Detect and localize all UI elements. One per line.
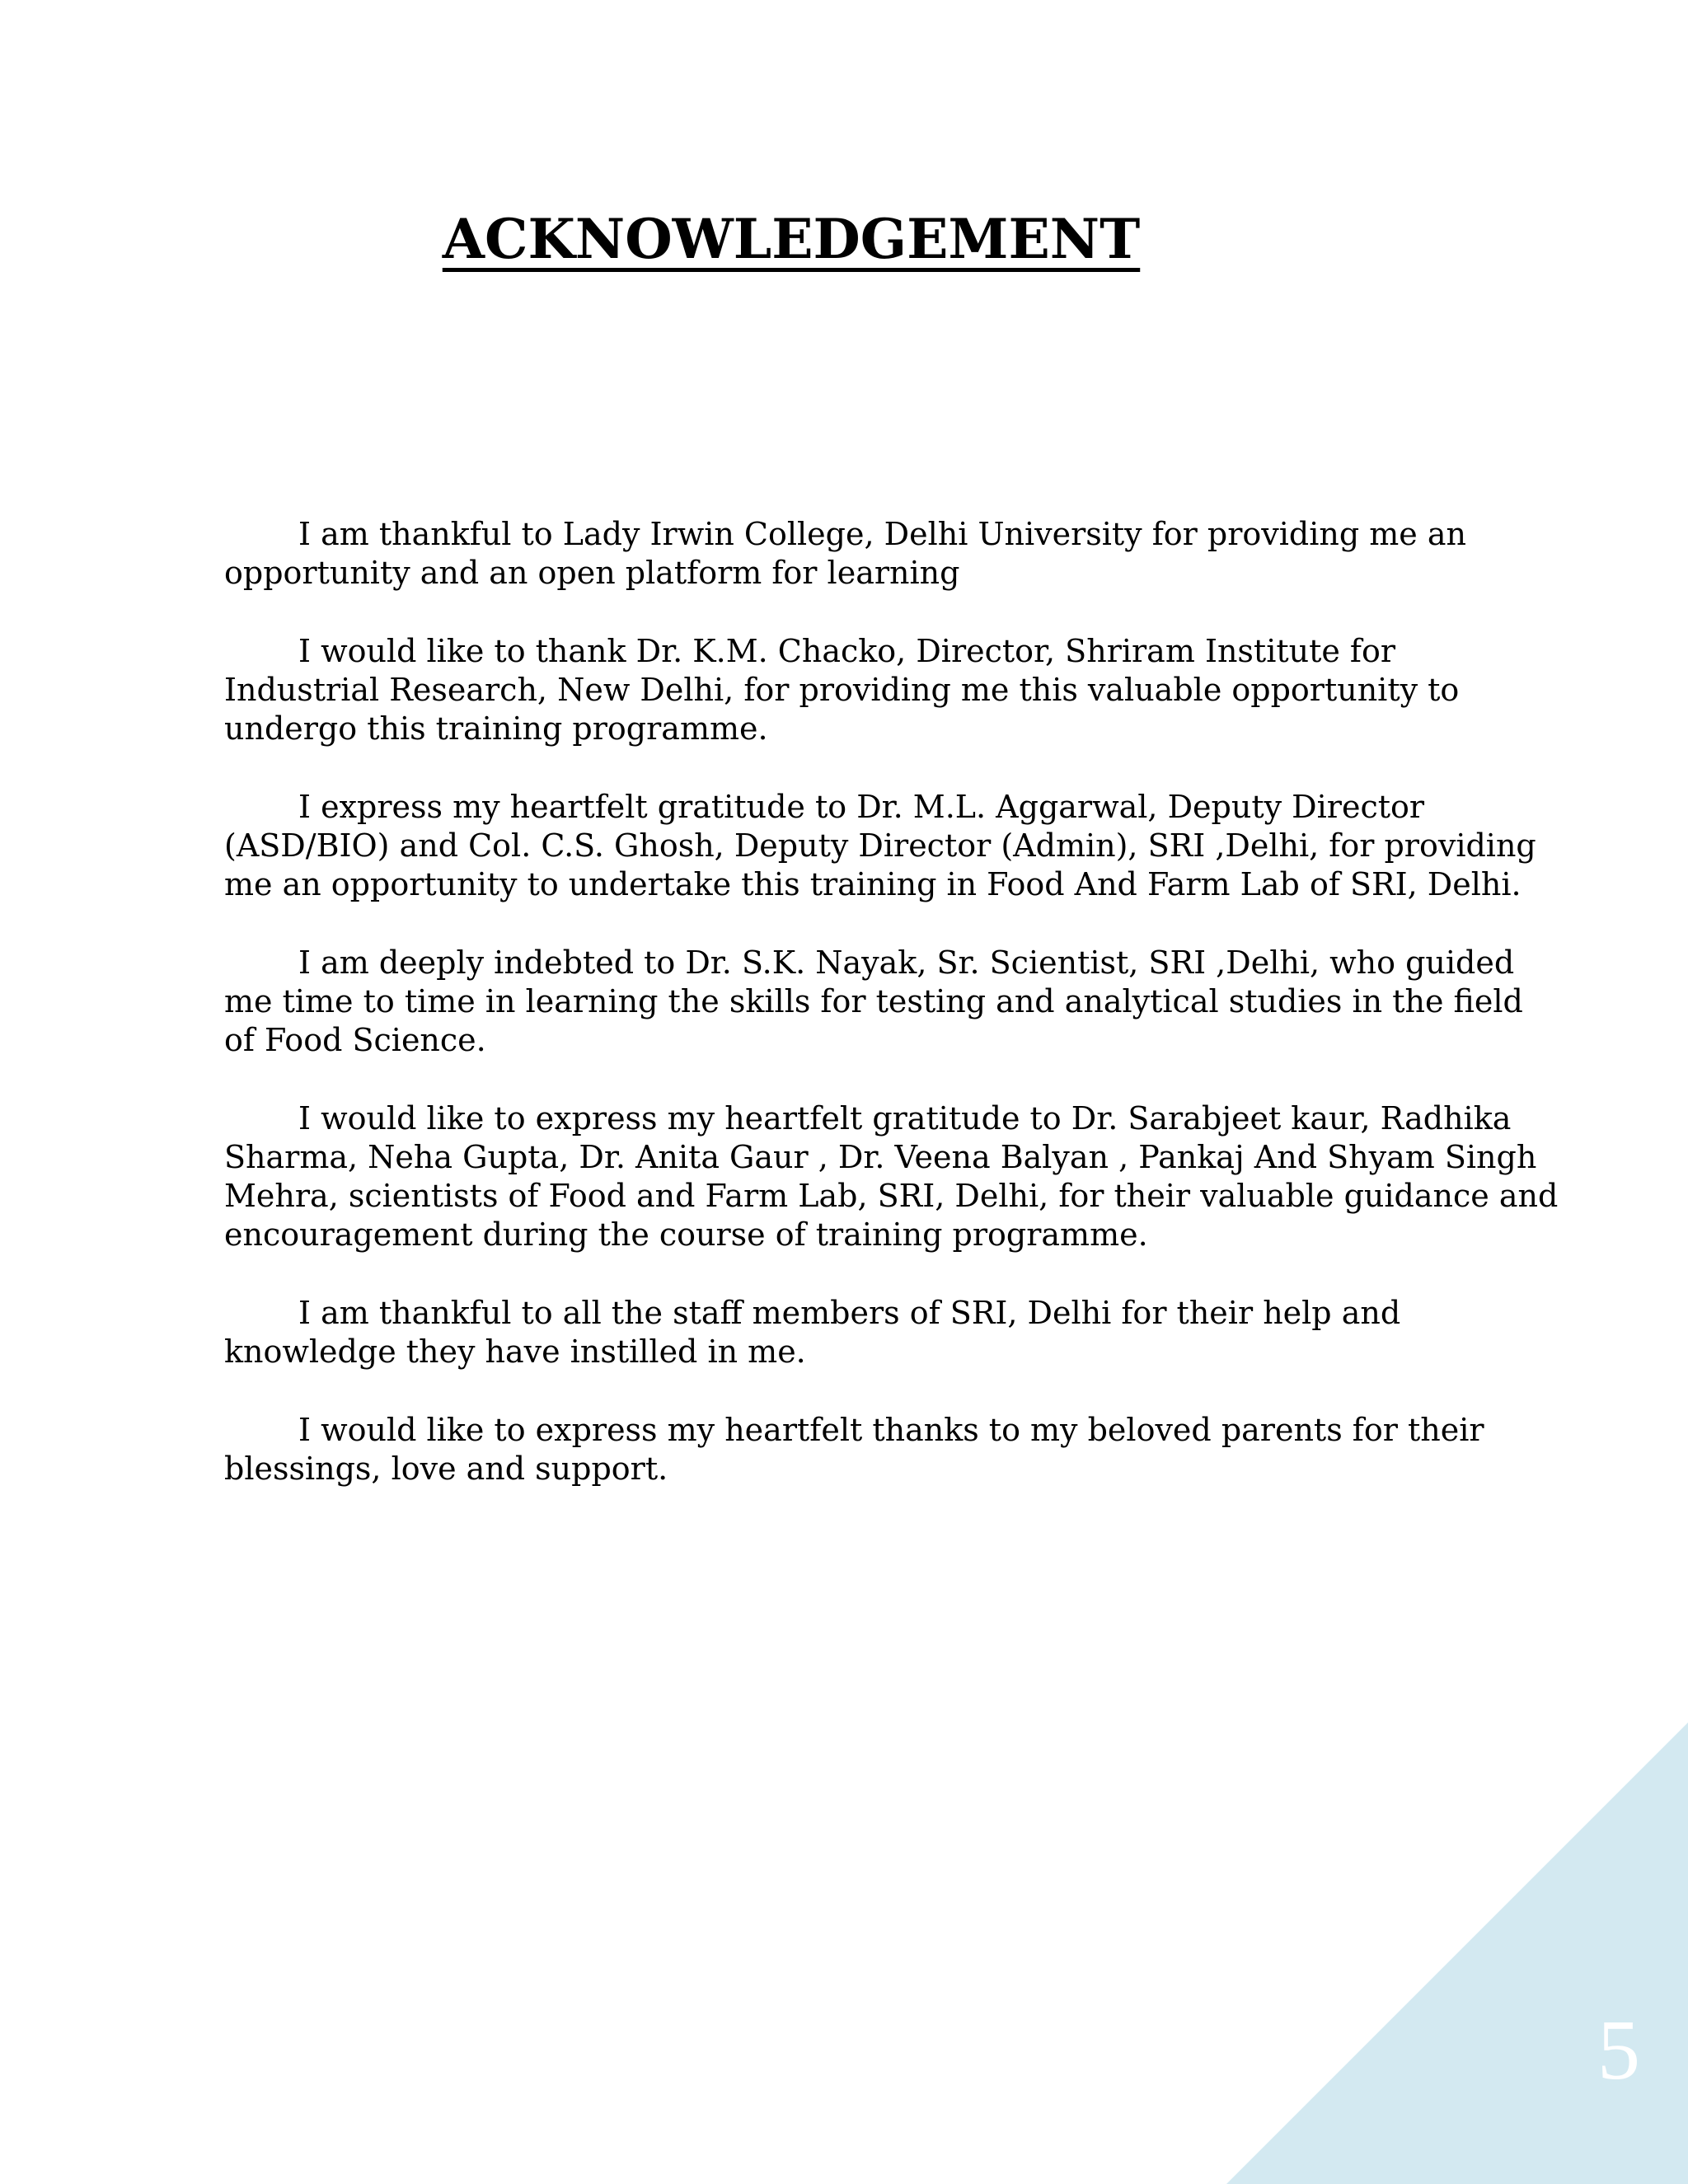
page-title: ACKNOWLEDGEMENT	[442, 207, 1141, 271]
page-number: 5	[1597, 2003, 1640, 2097]
acknowledgement-body	[224, 515, 1559, 1528]
paragraph: I would like to express my heartfelt thanks to my beloved parents for their blessings, love and support.	[224, 1412, 1484, 1487]
paragraph: I would like to thank Dr. K.M. Chacko, Director, Shriram Institute for Industrial Research, New Delhi, for providing me this valuable opportunity to undergo this training programme.	[224, 633, 1460, 747]
paragraph: I am thankful to all the staff members of SRI, Delhi for their help and knowledge they have instilled in me.	[224, 1295, 1401, 1370]
paragraph: I express my heartfelt gratitude to Dr. M.L. Aggarwal, Deputy Director (ASD/BIO) and Col. C.S. Ghosh, Deputy Director (Admin), SRI ,Delhi, for providing me an opportunity to undertake this training in Food And Farm Lab of SRI, Delhi.	[224, 789, 1536, 902]
paragraph: I am thankful to Lady Irwin College, Delhi University for providing me an opportunity and an open platform for learning	[224, 516, 1466, 591]
paragraph: I am deeply indebted to Dr. S.K. Nayak, Sr. Scientist, SRI ,Delhi, who guided me time to time in learning the skills for testing and analytical studies in the field of Food Science.	[224, 944, 1523, 1058]
corner-triangle-decoration	[1226, 1722, 1688, 2184]
paragraph: I would like to express my heartfelt gratitude to Dr. Sarabjeet kaur, Radhika Sharma, Neha Gupta, Dr. Anita Gaur , Dr. Veena Balyan , Pankaj And Shyam Singh Mehra, scientists of Food and Farm Lab, SRI, Delhi, for their valuable guidance and encouragement during the course of training programme.	[224, 1100, 1559, 1253]
